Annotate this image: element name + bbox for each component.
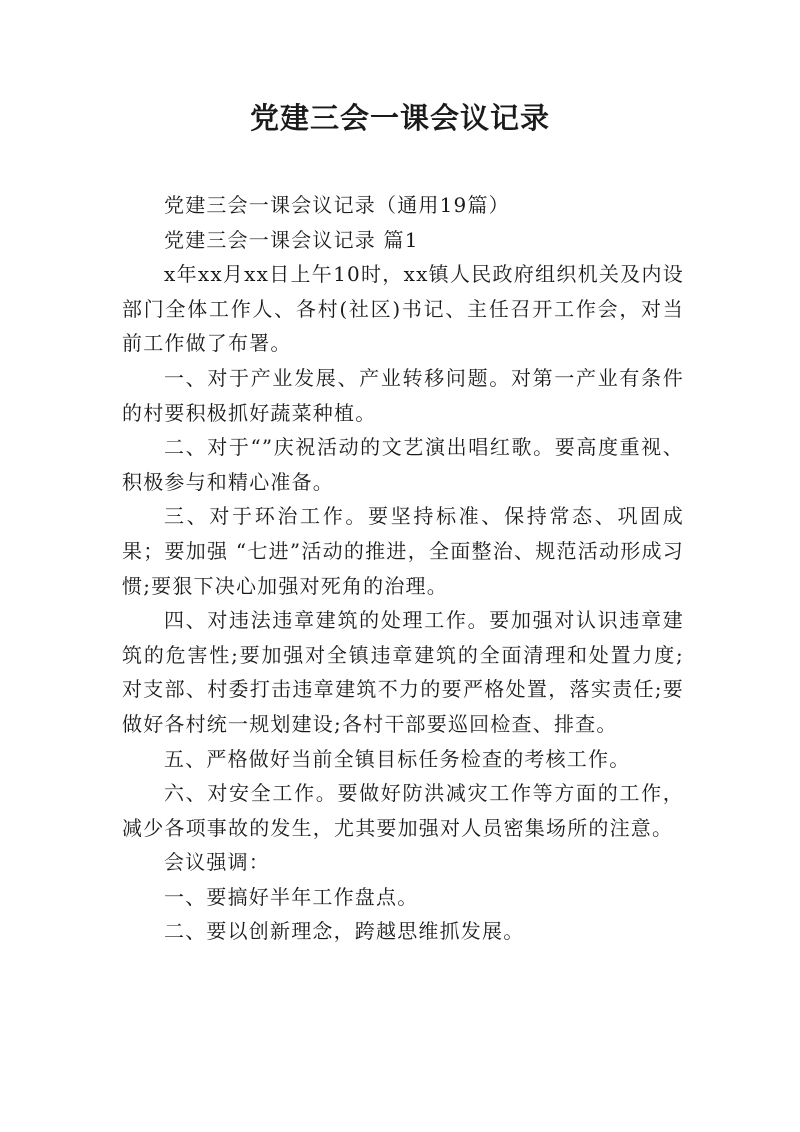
paragraph-item-6: 六、对安全工作。要做好防洪减灾工作等方面的工作，减少各项事故的发生，尤其要加强对人员密集场所的注意。 — [122, 781, 684, 840]
paragraph-meeting-emphasis: 会议强调： — [164, 850, 270, 875]
paragraph-item-5: 五、严格做好当前全镇目标任务检查的考核工作。 — [164, 746, 631, 771]
paragraph-item-4: 四、对违法违章建筑的处理工作。要加强对认识违章建筑的危害性;要加强对全镇违章建筑的全面清理和处置力度;对支部、村委打击违章建筑不力的要严格处置，落实责任;要做好各村统一规划建设;各村干部要巡回检查、排查。 — [122, 608, 684, 736]
paragraph-emphasis-2: 二、要以创新理念，跨越思维抓发展。 — [164, 919, 525, 944]
paragraph-item-2: 二、对于“”庆祝活动的文艺演出唱红歌。要高度重视、积极参与和精心准备。 — [122, 435, 684, 494]
document-body — [122, 188, 684, 949]
paragraph-item-1: 一、对于产业发展、产业转移问题。对第一产业有条件的村要积极抓好蔬菜种植。 — [122, 365, 684, 425]
document-title: 党建三会一课会议记录 — [249, 101, 550, 135]
paragraph-subtitle: 党建三会一课会议记录（通用19篇） — [164, 193, 510, 217]
paragraph-intro: x年xx月xx日上午10时，xx镇人民政府组织机关及内设部门全体工作人、各村(社区)书记、主任召开工作会，对当前工作做了布署。 — [122, 262, 684, 356]
paragraph-section-heading: 党建三会一课会议记录 篇1 — [164, 227, 419, 252]
paragraph-item-3: 三、对于环治工作。要坚持标准、保持常态、巩固成果；要加强 “七进”活动的推进，全面整治、规范活动形成习惯;要狠下决心加强对死角的治理。 — [122, 504, 684, 598]
paragraph-emphasis-1: 一、要搞好半年工作盘点。 — [164, 884, 419, 909]
